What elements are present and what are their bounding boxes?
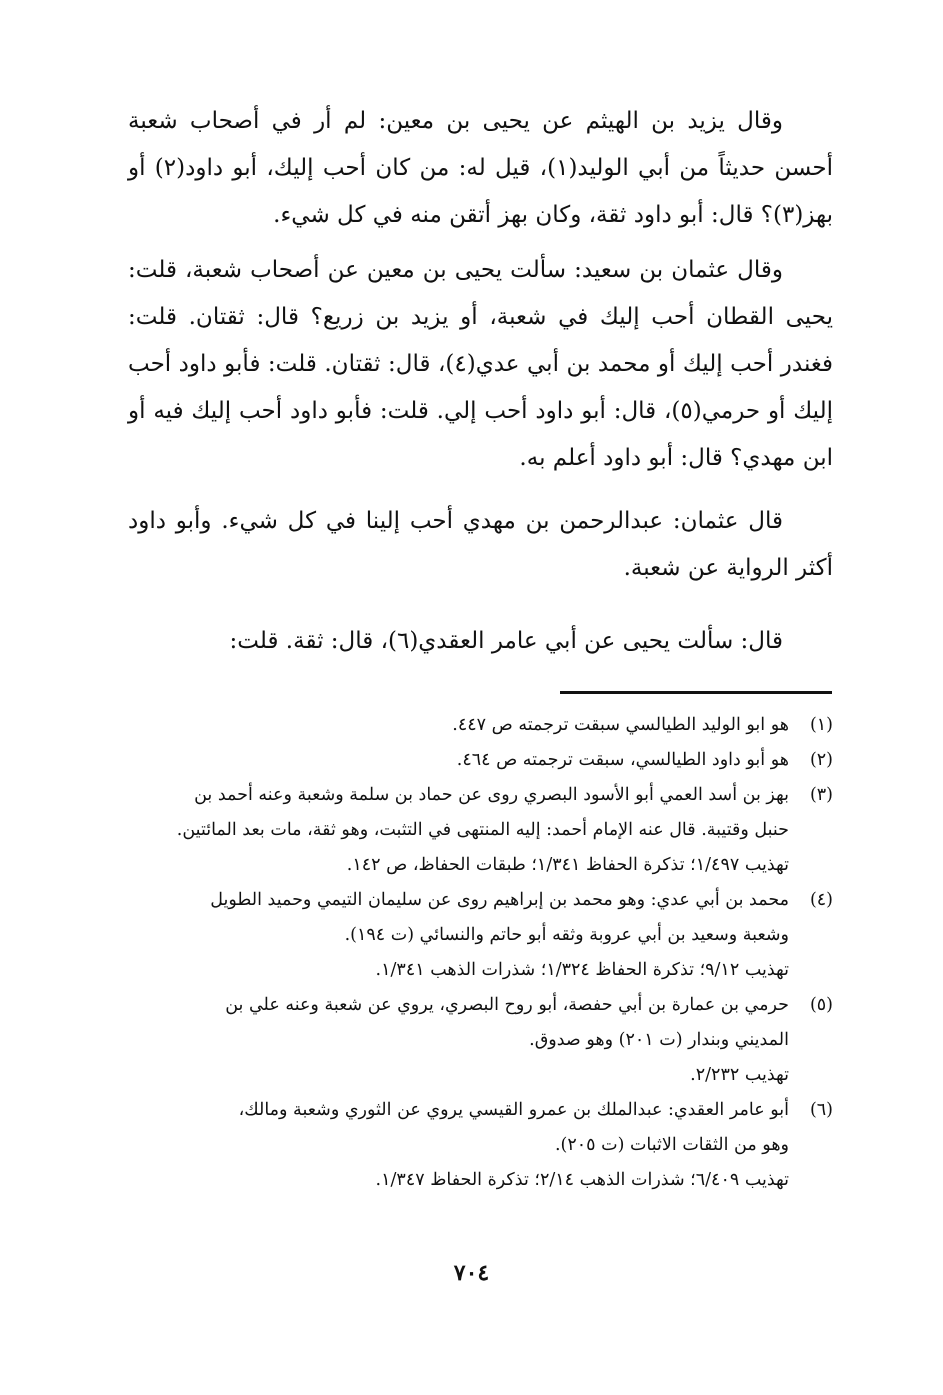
- footnote: [128, 988, 833, 1093]
- footnote-line: تهذيب ٩/١٢؛ تذكرة الحفاظ ١/٣٢٤؛ شذرات الذهب ١/٣٤١.: [375, 960, 789, 980]
- footnote-body: [128, 988, 789, 1093]
- footnote-line: تهذيب ٦/٤٠٩؛ شذرات الذهب ٢/١٤؛ تذكرة الحفاظ ١/٣٤٧.: [375, 1170, 789, 1190]
- footnote-line: تهذيب ١/٤٩٧؛ تذكرة الحفاظ ١/٣٤١؛ طبقات الحفاظ، ص ١٤٢.: [346, 855, 789, 875]
- footnote-line: حنبل وقتيبة. قال عنه الإمام أحمد: إليه المنتهى في التثبت، وهو ثقة، مات بعد المائتين.: [176, 820, 789, 840]
- footnote-number: (٥): [809, 995, 833, 1015]
- paragraph-text: وقال عثمان بن سعيد: سألت يحيى بن معين عن أصحاب شعبة، قلت: يحيى القطان أحب إليك في شعبة، أو يزيد بن زريع؟ قال: ثقتان. قلت: فغندر أحب إليك أو محمد بن أبي عدي(٤)، قال: ثقتان. قلت: فأبو داود أحب إليك أو حرمي(٥)، قال: أبو داود أحب إلي. قلت: فأبو داود أحب إليك فيه أو ابن مهدي؟ قال: أبو داود أعلم به.: [128, 257, 833, 471]
- footnote-body: [128, 708, 789, 743]
- paragraph-text: قال: سألت يحيى عن أبي عامر العقدي(٦)، قال: ثقة. قلت:: [229, 628, 783, 654]
- footnote-body: [128, 778, 789, 883]
- footnote-body: [128, 1093, 789, 1198]
- footnote-line: محمد بن أبي عدي: وهو محمد بن إبراهيم روى عن سليمان التيمي وحميد الطويل: [210, 890, 789, 910]
- page-number: ٧٠٤: [453, 1260, 490, 1286]
- footnote-number: (٦): [809, 1100, 833, 1120]
- footnote-line: حرمي بن عمارة بن أبي حفصة، أبو روح البصري، يروي عن شعبة وعنه علي بن: [225, 995, 789, 1015]
- footnote-separator: [560, 691, 832, 694]
- footnote-line: هو أبو داود الطيالسي، سبقت ترجمته ص ٤٦٤.: [456, 750, 789, 770]
- footnote-line: تهذيب ٢/٢٣٢.: [690, 1065, 789, 1085]
- footnote: [128, 883, 833, 988]
- footnote-number: (٤): [809, 890, 833, 910]
- footnote: [128, 743, 833, 778]
- footnote-body: [128, 743, 789, 778]
- footnote-line: وهو من الثقات الاثبات (ت ٢٠٥).: [554, 1135, 789, 1155]
- paragraph-2: [128, 247, 833, 482]
- footnote-line: وشعبة وسعيد بن أبي عروبة وثقه أبو حاتم والنسائي (ت ١٩٤).: [344, 925, 789, 945]
- footnote: [128, 778, 833, 883]
- footnote: [128, 1093, 833, 1198]
- footnote-line: أبو عامر العقدي: عبدالملك بن عمرو القيسي يروي عن الثوري وشعبة ومالك،: [238, 1100, 789, 1120]
- paragraph-text: قال عثمان: عبدالرحمن بن مهدي أحب إلينا في كل شيء. وأبو داود أكثر الرواية عن شعبة.: [128, 508, 833, 581]
- paragraph-1: [128, 98, 833, 239]
- footnotes: [128, 708, 833, 1198]
- footnote-number: (١): [809, 715, 833, 735]
- paragraph-4: [128, 618, 833, 665]
- footnote-body: [128, 883, 789, 988]
- footnote-line: هو ابو الوليد الطيالسي سبقت ترجمته ص ٤٤٧.: [452, 715, 789, 735]
- footnote-number: (٣): [809, 785, 833, 805]
- footnote-line: بهز بن أسد العمي أبو الأسود البصري روى عن حماد بن سلمة وشعبة وعنه أحمد بن: [194, 785, 789, 805]
- paragraph-3: [128, 498, 833, 592]
- footnote-line: المديني وبندار (ت ٢٠١) وهو صدوق.: [529, 1030, 789, 1050]
- paragraph-text: وقال يزيد بن الهيثم عن يحيى بن معين: لم أر في أصحاب شعبة أحسن حديثاً من أبي الوليد(١)، قيل له: من كان أحب إليك، أبو داود(٢) أو بهز(٣)؟ قال: أبو داود ثقة، وكان بهز أتقن منه في كل شيء.: [128, 108, 834, 228]
- footnote-number: (٢): [809, 750, 833, 770]
- footnote: [128, 708, 833, 743]
